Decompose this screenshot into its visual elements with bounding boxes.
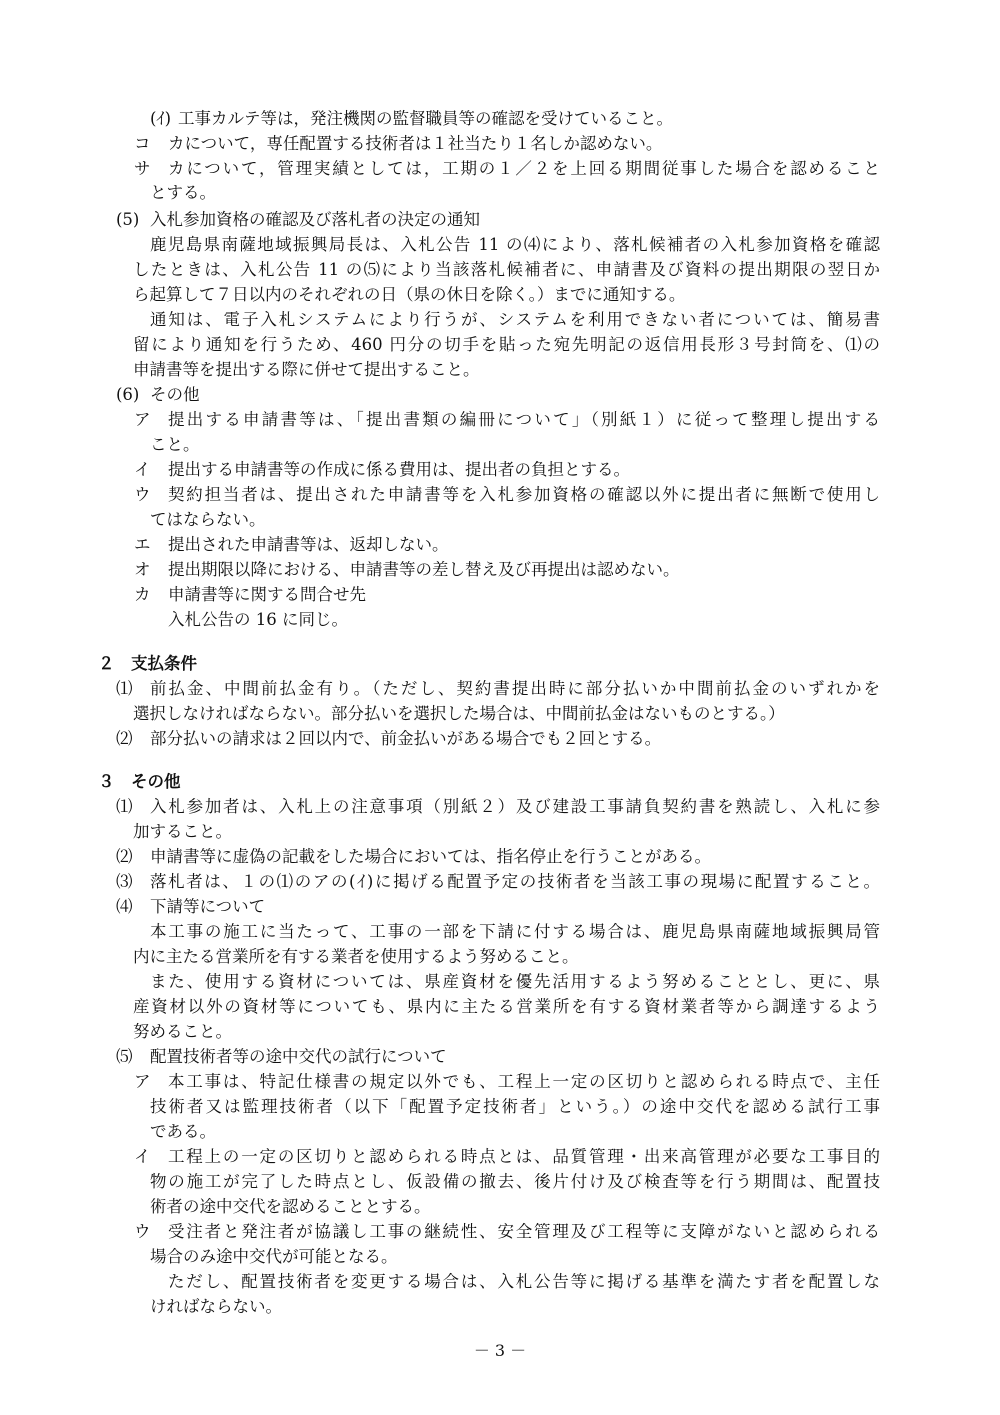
body-text: 入札公告の 16 に同じ。 (168, 610, 348, 629)
item-label: ウ (134, 485, 151, 504)
body-text: 受注者と発注者が協議し工事の継続性、安全管理及び工程等に支障がないと認められる (168, 1222, 880, 1241)
body-text: 鹿児島県南薩地域振興局長は、入札公告 11 の⑷により、落札候補者の入札参加資格を確認 (150, 235, 880, 254)
body-text: 産資材以外の資材等についても、県内に主たる営業所を有する資材業者等から調達するよう (133, 997, 880, 1016)
item-label: エ (134, 535, 151, 554)
item-label: ⑷ (116, 897, 133, 916)
body-text: 前払金、中間前払金有り。（ただし、契約書提出時に部分払いか中間前払金のいずれかを (150, 679, 880, 698)
item-label: イ (134, 460, 151, 479)
item-label: ア (134, 1072, 151, 1091)
body-text: 提出する申請書等の作成に係る費用は、提出者の負担とする。 (168, 460, 630, 479)
body-text: 落札者は、１の⑴のアの(ｲ)に掲げる配置予定の技術者を当該工事の現場に配置すること。 (150, 872, 880, 891)
body-text: 通知は、電子入札システムにより行うが、システムを利用できない者については、簡易書 (150, 310, 880, 329)
body-text: 努めること。 (133, 1022, 232, 1041)
body-text: 提出期限以降における、申請書等の差し替え及び再提出は認めない。 (168, 560, 680, 579)
body-text: 提出された申請書等は、返却しない。 (168, 535, 449, 554)
body-text: カについて，管理実績としては，工期の１／２を上回る期間従事した場合を認めること (168, 159, 880, 178)
item-label: ⑶ (116, 872, 133, 891)
body-text: 入札参加者は、入札上の注意事項（別紙２）及び建設工事請負契約書を熟読し、入札に参 (150, 797, 880, 816)
body-text: 申請書等に関する問合せ先 (168, 585, 366, 604)
item-label: ⑴ (116, 797, 133, 816)
body-text: 申請書等に虚偽の記載をした場合においては、指名停止を行うことがある。 (150, 847, 711, 866)
body-text: 留により通知を行うため、460 円分の切手を貼った宛先明記の返信用長形３号封筒を、⑴の (133, 335, 880, 354)
body-text: てはならない。 (150, 510, 266, 529)
body-text: 工事カルテ等は，発注機関の監督職員等の確認を受けていること。 (178, 109, 673, 128)
item-label: (5) (116, 210, 140, 229)
body-text: 術者の途中交代を認めることとする。 (150, 1197, 431, 1216)
body-text: 本工事は、特記仕様書の規定以外でも、工程上一定の区切りと認められる時点で、主任 (168, 1072, 880, 1091)
body-text: 部分払いの請求は２回以内で、前金払いがある場合でも２回とする。 (150, 729, 662, 748)
body-text: 本工事の施工に当たって、工事の一部を下請に付する場合は、鹿児島県南薩地域振興局管 (150, 922, 880, 941)
body-text: 加すること。 (133, 822, 232, 841)
body-text: 契約担当者は、提出された申請書等を入札参加資格の確認以外に提出者に無断で使用し (168, 485, 880, 504)
item-label: ⑴ (116, 679, 133, 698)
body-text: 内に主たる営業所を有する業者を使用するよう努めること。 (133, 947, 579, 966)
item-heading: 入札参加資格の確認及び落札者の決定の通知 (150, 210, 480, 229)
body-text: 場合のみ途中交代が可能となる。 (150, 1247, 398, 1266)
body-text: とする。 (150, 183, 216, 202)
item-label: (6) (116, 385, 140, 404)
body-text: こと。 (150, 435, 200, 454)
item-heading: 配置技術者等の途中交代の試行について (150, 1047, 447, 1066)
item-label: オ (134, 560, 151, 579)
item-label: ⑸ (116, 1047, 133, 1066)
body-text: である。 (150, 1122, 216, 1141)
body-text: また、使用する資材については、県産資材を優先活用するよう努めることとし、更に、県 (150, 972, 880, 991)
item-label: カ (134, 585, 151, 604)
item-heading: その他 (150, 385, 200, 404)
item-label: サ (134, 159, 151, 178)
body-text: ければならない。 (150, 1297, 282, 1316)
body-text: 提出する申請書等は、「提出書類の編冊について」（別紙１）に従って整理し提出する (168, 410, 880, 429)
item-label: ⑵ (116, 729, 133, 748)
body-text: ら起算して７日以内のそれぞれの日（県の休日を除く。）までに通知する。 (133, 285, 686, 304)
item-label: ウ (134, 1222, 151, 1241)
body-text: カについて，専任配置する技術者は１社当たり１名しか認めない。 (168, 134, 663, 153)
body-text: 申請書等を提出する際に併せて提出すること。 (133, 360, 480, 379)
item-heading: 下請等について (150, 897, 266, 916)
section-heading: ２ 支払条件 (98, 654, 197, 673)
body-text: 技術者又は監理技術者（以下「配置予定技術者」という。）の途中交代を認める試行工事 (150, 1097, 880, 1116)
item-label: イ (134, 1147, 151, 1166)
item-label: ア (134, 410, 151, 429)
body-text: 選択しなければならない。部分払いを選択した場合は、中間前払金はないものとする。） (133, 704, 785, 723)
section-heading: ３ その他 (98, 772, 181, 791)
item-label: コ (134, 134, 151, 153)
item-label: (ｲ) (150, 109, 172, 128)
body-text: 工程上の一定の区切りと認められる時点とは、品質管理・出来高管理が必要な工事目的 (168, 1147, 880, 1166)
body-text: 物の施工が完了した時点とし、仮設備の撤去、後片付け及び検査等を行う期間は、配置技 (150, 1172, 880, 1191)
item-label: ⑵ (116, 847, 133, 866)
page-number: － 3 － (473, 1341, 527, 1360)
body-text: したときは、入札公告 11 の⑸により当該落札候補者に、申請書及び資料の提出期限の翌日か (133, 260, 880, 279)
body-text: ただし、配置技術者を変更する場合は、入札公告等に掲げる基準を満たす者を配置しな (168, 1272, 880, 1291)
